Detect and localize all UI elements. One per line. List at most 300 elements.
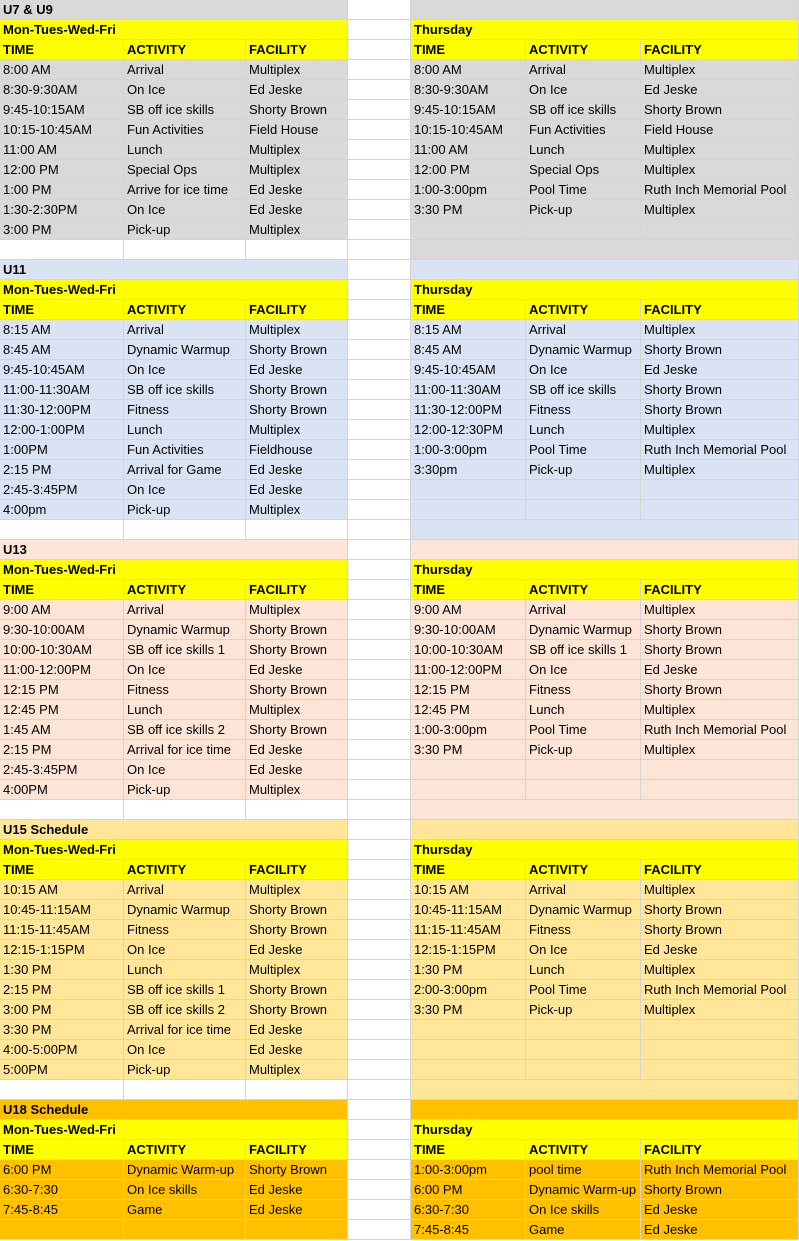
facility-cell[interactable]: Multiplex [246,600,348,620]
blank-cell[interactable] [411,520,799,540]
column-gap-cell[interactable] [348,1220,411,1240]
facility-cell[interactable]: Shorty Brown [246,340,348,360]
time-cell[interactable]: 9:00 AM [411,600,526,620]
column-gap-cell[interactable] [348,80,411,100]
facility-cell[interactable]: Multiplex [246,1060,348,1080]
column-gap-cell[interactable] [348,320,411,340]
header-facility[interactable]: FACILITY [246,860,348,880]
facility-cell[interactable]: Shorty Brown [246,380,348,400]
column-gap-cell[interactable] [348,220,411,240]
facility-cell[interactable]: Multiplex [246,880,348,900]
activity-cell[interactable]: Game [526,1220,641,1240]
activity-cell[interactable]: On Ice skills [124,1180,246,1200]
time-cell[interactable] [0,1220,124,1240]
activity-cell[interactable]: On Ice [124,1040,246,1060]
column-gap-cell[interactable] [348,160,411,180]
header-time[interactable]: TIME [411,580,526,600]
activity-cell[interactable]: On Ice [526,80,641,100]
facility-cell[interactable]: Field House [246,120,348,140]
column-gap-cell[interactable] [348,240,411,260]
column-gap-cell[interactable] [348,1160,411,1180]
time-cell[interactable]: 2:15 PM [0,980,124,1000]
time-cell[interactable]: 10:15 AM [0,880,124,900]
column-gap-cell[interactable] [348,120,411,140]
time-cell[interactable]: 12:00 PM [0,160,124,180]
activity-cell[interactable]: Dynamic Warmup [526,620,641,640]
time-cell[interactable]: 2:15 PM [0,460,124,480]
time-cell[interactable]: 11:00-12:00PM [411,660,526,680]
facility-cell[interactable]: Ruth Inch Memorial Pool [641,980,799,1000]
time-cell[interactable]: 10:00-10:30AM [0,640,124,660]
time-cell[interactable]: 1:00-3:00pm [411,1160,526,1180]
column-gap-cell[interactable] [348,1100,411,1120]
facility-cell[interactable]: Ed Jeske [246,1040,348,1060]
facility-cell[interactable]: Multiplex [641,740,799,760]
time-cell[interactable]: 9:45-10:15AM [411,100,526,120]
column-gap-cell[interactable] [348,1020,411,1040]
time-cell[interactable]: 8:45 AM [411,340,526,360]
facility-cell[interactable]: Multiplex [641,460,799,480]
facility-cell[interactable]: Ruth Inch Memorial Pool [641,180,799,200]
activity-cell[interactable]: Lunch [124,420,246,440]
facility-cell[interactable]: Multiplex [246,700,348,720]
facility-cell[interactable]: Shorty Brown [641,380,799,400]
activity-cell[interactable]: Pool Time [526,980,641,1000]
time-cell[interactable]: 12:15 PM [0,680,124,700]
column-gap-cell[interactable] [348,640,411,660]
column-gap-cell[interactable] [348,720,411,740]
facility-cell[interactable]: Multiplex [641,200,799,220]
header-facility[interactable]: FACILITY [641,1140,799,1160]
facility-cell[interactable] [641,1040,799,1060]
header-activity[interactable]: ACTIVITY [526,1140,641,1160]
activity-cell[interactable]: Pool Time [526,440,641,460]
activity-cell[interactable] [526,760,641,780]
facility-cell[interactable]: Multiplex [641,600,799,620]
activity-cell[interactable]: Fun Activities [526,120,641,140]
time-cell[interactable]: 3:30 PM [411,200,526,220]
time-cell[interactable]: 11:00-11:30AM [411,380,526,400]
activity-cell[interactable]: SB off ice skills 1 [124,640,246,660]
header-time[interactable]: TIME [0,860,124,880]
facility-cell[interactable]: Shorty Brown [641,1180,799,1200]
facility-cell[interactable]: Multiplex [641,140,799,160]
column-gap-cell[interactable] [348,660,411,680]
facility-cell[interactable]: Shorty Brown [246,400,348,420]
facility-cell[interactable]: Multiplex [246,780,348,800]
activity-cell[interactable]: Pick-up [124,1060,246,1080]
column-gap-cell[interactable] [348,400,411,420]
activity-cell[interactable]: Pick-up [124,500,246,520]
time-cell[interactable]: 3:30pm [411,460,526,480]
blank-cell[interactable] [246,240,348,260]
activity-cell[interactable]: Arrival [526,60,641,80]
time-cell[interactable]: 4:00-5:00PM [0,1040,124,1060]
time-cell[interactable] [411,1020,526,1040]
activity-cell[interactable]: Dynamic Warmup [526,340,641,360]
activity-cell[interactable]: Lunch [124,700,246,720]
header-activity[interactable]: ACTIVITY [124,580,246,600]
column-gap-cell[interactable] [348,200,411,220]
time-cell[interactable]: 11:30-12:00PM [411,400,526,420]
column-gap-cell[interactable] [348,1080,411,1100]
activity-cell[interactable]: On Ice [124,940,246,960]
column-gap-cell[interactable] [348,840,411,860]
activity-cell[interactable]: Arrival for ice time [124,1020,246,1040]
day-label-left[interactable]: Mon-Tues-Wed-Fri [0,20,348,40]
column-gap-cell[interactable] [348,440,411,460]
facility-cell[interactable]: Multiplex [246,960,348,980]
header-facility[interactable]: FACILITY [641,40,799,60]
time-cell[interactable]: 8:15 AM [0,320,124,340]
blank-cell[interactable] [0,240,124,260]
activity-cell[interactable]: Pick-up [526,1000,641,1020]
header-activity[interactable]: ACTIVITY [124,300,246,320]
facility-cell[interactable]: Ed Jeske [246,460,348,480]
header-time[interactable]: TIME [0,1140,124,1160]
column-gap-cell[interactable] [348,360,411,380]
time-cell[interactable]: 9:45-10:15AM [0,100,124,120]
section-title[interactable]: U15 Schedule [0,820,348,840]
facility-cell[interactable]: Ed Jeske [246,180,348,200]
time-cell[interactable]: 8:00 AM [0,60,124,80]
column-gap-cell[interactable] [348,900,411,920]
column-gap-cell[interactable] [348,180,411,200]
column-gap-cell[interactable] [348,280,411,300]
facility-cell[interactable]: Ruth Inch Memorial Pool [641,440,799,460]
facility-cell[interactable]: Shorty Brown [641,680,799,700]
column-gap-cell[interactable] [348,380,411,400]
time-cell[interactable] [411,1040,526,1060]
header-facility[interactable]: FACILITY [641,580,799,600]
activity-cell[interactable]: On Ice [526,660,641,680]
facility-cell[interactable]: Ed Jeske [246,740,348,760]
activity-cell[interactable]: On Ice [124,200,246,220]
time-cell[interactable]: 1:30-2:30PM [0,200,124,220]
column-gap-cell[interactable] [348,540,411,560]
header-facility[interactable]: FACILITY [246,1140,348,1160]
facility-cell[interactable]: Shorty Brown [246,920,348,940]
section-title[interactable]: U11 [0,260,348,280]
activity-cell[interactable] [526,780,641,800]
time-cell[interactable]: 6:30-7:30 [0,1180,124,1200]
column-gap-cell[interactable] [348,560,411,580]
activity-cell[interactable]: Fitness [124,920,246,940]
header-time[interactable]: TIME [411,1140,526,1160]
day-label-right[interactable]: Thursday [411,560,799,580]
time-cell[interactable]: 9:30-10:00AM [411,620,526,640]
time-cell[interactable] [411,480,526,500]
time-cell[interactable]: 4:00pm [0,500,124,520]
time-cell[interactable] [411,500,526,520]
facility-cell[interactable] [641,760,799,780]
facility-cell[interactable]: Multiplex [246,140,348,160]
activity-cell[interactable]: Arrival for ice time [124,740,246,760]
activity-cell[interactable]: Pick-up [124,780,246,800]
facility-cell[interactable] [641,1060,799,1080]
header-facility[interactable]: FACILITY [246,580,348,600]
facility-cell[interactable]: Multiplex [641,880,799,900]
column-gap-cell[interactable] [348,1180,411,1200]
time-cell[interactable]: 3:00 PM [0,220,124,240]
time-cell[interactable]: 11:30-12:00PM [0,400,124,420]
header-activity[interactable]: ACTIVITY [526,300,641,320]
activity-cell[interactable]: Arrive for ice time [124,180,246,200]
facility-cell[interactable] [641,480,799,500]
time-cell[interactable]: 11:15-11:45AM [411,920,526,940]
header-facility[interactable]: FACILITY [246,40,348,60]
facility-cell[interactable]: Multiplex [641,320,799,340]
time-cell[interactable]: 4:00PM [0,780,124,800]
time-cell[interactable]: 5:00PM [0,1060,124,1080]
column-gap-cell[interactable] [348,1200,411,1220]
activity-cell[interactable]: On Ice skills [526,1200,641,1220]
time-cell[interactable]: 12:45 PM [0,700,124,720]
activity-cell[interactable] [526,480,641,500]
facility-cell[interactable] [641,220,799,240]
activity-cell[interactable]: Dynamic Warm-up [124,1160,246,1180]
time-cell[interactable]: 12:00 PM [411,160,526,180]
column-gap-cell[interactable] [348,800,411,820]
header-activity[interactable]: ACTIVITY [526,860,641,880]
column-gap-cell[interactable] [348,960,411,980]
column-gap-cell[interactable] [348,40,411,60]
time-cell[interactable]: 9:00 AM [0,600,124,620]
facility-cell[interactable]: Multiplex [641,60,799,80]
time-cell[interactable]: 12:15 PM [411,680,526,700]
activity-cell[interactable]: Fitness [526,400,641,420]
activity-cell[interactable]: Fitness [526,680,641,700]
facility-cell[interactable]: Ed Jeske [641,80,799,100]
time-cell[interactable]: 11:00-11:30AM [0,380,124,400]
facility-cell[interactable]: Shorty Brown [246,980,348,1000]
header-activity[interactable]: ACTIVITY [526,40,641,60]
facility-cell[interactable]: Ed Jeske [641,940,799,960]
time-cell[interactable]: 6:00 PM [411,1180,526,1200]
facility-cell[interactable]: Multiplex [641,1000,799,1020]
facility-cell[interactable]: Multiplex [246,220,348,240]
section-title[interactable]: U7 & U9 [0,0,348,20]
facility-cell[interactable]: Multiplex [246,420,348,440]
column-gap-cell[interactable] [348,820,411,840]
activity-cell[interactable]: On Ice [124,80,246,100]
activity-cell[interactable]: On Ice [526,940,641,960]
column-gap-cell[interactable] [348,300,411,320]
column-gap-cell[interactable] [348,1000,411,1020]
column-gap-cell[interactable] [348,580,411,600]
facility-cell[interactable]: Shorty Brown [246,720,348,740]
time-cell[interactable]: 1:00 PM [0,180,124,200]
column-gap-cell[interactable] [348,680,411,700]
column-gap-cell[interactable] [348,520,411,540]
time-cell[interactable]: 1:00-3:00pm [411,720,526,740]
time-cell[interactable]: 2:00-3:00pm [411,980,526,1000]
time-cell[interactable]: 9:30-10:00AM [0,620,124,640]
time-cell[interactable]: 11:00 AM [0,140,124,160]
header-activity[interactable]: ACTIVITY [124,1140,246,1160]
activity-cell[interactable]: Lunch [526,420,641,440]
facility-cell[interactable]: Multiplex [641,160,799,180]
section-title[interactable]: U18 Schedule [0,1100,348,1120]
column-gap-cell[interactable] [348,780,411,800]
facility-cell[interactable]: Fieldhouse [246,440,348,460]
column-gap-cell[interactable] [348,1040,411,1060]
activity-cell[interactable]: Dynamic Warmup [124,900,246,920]
header-activity[interactable]: ACTIVITY [124,860,246,880]
time-cell[interactable]: 12:45 PM [411,700,526,720]
blank-cell[interactable] [411,800,799,820]
activity-cell[interactable]: Arrival [124,320,246,340]
facility-cell[interactable]: Ed Jeske [246,200,348,220]
facility-cell[interactable]: Multiplex [246,160,348,180]
time-cell[interactable] [411,1060,526,1080]
activity-cell[interactable]: Lunch [124,960,246,980]
blank-cell[interactable] [124,1080,246,1100]
facility-cell[interactable] [641,1020,799,1040]
column-gap-cell[interactable] [348,340,411,360]
facility-cell[interactable]: Ed Jeske [641,1200,799,1220]
column-gap-cell[interactable] [348,860,411,880]
activity-cell[interactable]: Fun Activities [124,120,246,140]
facility-cell[interactable] [641,500,799,520]
facility-cell[interactable] [246,1220,348,1240]
time-cell[interactable]: 12:00-12:30PM [411,420,526,440]
column-gap-cell[interactable] [348,1120,411,1140]
activity-cell[interactable]: SB off ice skills [526,100,641,120]
facility-cell[interactable]: Multiplex [641,420,799,440]
activity-cell[interactable]: Special Ops [526,160,641,180]
facility-cell[interactable]: Shorty Brown [641,640,799,660]
activity-cell[interactable]: Pick-up [124,220,246,240]
time-cell[interactable]: 2:45-3:45PM [0,480,124,500]
activity-cell[interactable]: SB off ice skills [526,380,641,400]
day-label-left[interactable]: Mon-Tues-Wed-Fri [0,840,348,860]
activity-cell[interactable]: SB off ice skills 1 [526,640,641,660]
activity-cell[interactable]: Arrival [526,320,641,340]
day-label-left[interactable]: Mon-Tues-Wed-Fri [0,280,348,300]
activity-cell[interactable]: Pick-up [526,200,641,220]
time-cell[interactable]: 9:45-10:45AM [0,360,124,380]
activity-cell[interactable]: Dynamic Warmup [124,340,246,360]
column-gap-cell[interactable] [348,760,411,780]
facility-cell[interactable]: Shorty Brown [641,400,799,420]
blank-cell[interactable] [246,520,348,540]
activity-cell[interactable] [526,1040,641,1060]
facility-cell[interactable]: Shorty Brown [641,900,799,920]
header-facility[interactable]: FACILITY [641,860,799,880]
time-cell[interactable]: 6:30-7:30 [411,1200,526,1220]
facility-cell[interactable]: Multiplex [246,60,348,80]
facility-cell[interactable]: Ed Jeske [246,360,348,380]
column-gap-cell[interactable] [348,260,411,280]
facility-cell[interactable]: Shorty Brown [246,680,348,700]
blank-cell[interactable] [246,800,348,820]
time-cell[interactable] [411,760,526,780]
time-cell[interactable]: 1:00-3:00pm [411,180,526,200]
activity-cell[interactable]: On Ice [124,660,246,680]
time-cell[interactable]: 9:45-10:45AM [411,360,526,380]
time-cell[interactable]: 8:45 AM [0,340,124,360]
time-cell[interactable]: 7:45-8:45 [411,1220,526,1240]
facility-cell[interactable]: Ed Jeske [246,760,348,780]
activity-cell[interactable]: Dynamic Warmup [526,900,641,920]
facility-cell[interactable]: Ed Jeske [246,80,348,100]
header-activity[interactable]: ACTIVITY [526,580,641,600]
column-gap-cell[interactable] [348,940,411,960]
time-cell[interactable] [411,220,526,240]
activity-cell[interactable]: Pool Time [526,720,641,740]
activity-cell[interactable]: On Ice [526,360,641,380]
time-cell[interactable]: 3:00 PM [0,1000,124,1020]
column-gap-cell[interactable] [348,420,411,440]
time-cell[interactable]: 6:00 PM [0,1160,124,1180]
column-gap-cell[interactable] [348,600,411,620]
activity-cell[interactable]: On Ice [124,360,246,380]
column-gap-cell[interactable] [348,480,411,500]
facility-cell[interactable]: Ed Jeske [641,1220,799,1240]
facility-cell[interactable]: Ed Jeske [246,940,348,960]
section-title-filler[interactable] [411,820,799,840]
column-gap-cell[interactable] [348,880,411,900]
time-cell[interactable]: 1:30 PM [411,960,526,980]
time-cell[interactable]: 10:45-11:15AM [411,900,526,920]
column-gap-cell[interactable] [348,1060,411,1080]
activity-cell[interactable]: Dynamic Warm-up [526,1180,641,1200]
activity-cell[interactable]: SB off ice skills 2 [124,720,246,740]
activity-cell[interactable]: Arrival [526,880,641,900]
time-cell[interactable]: 7:45-8:45 [0,1200,124,1220]
time-cell[interactable]: 11:15-11:45AM [0,920,124,940]
activity-cell[interactable] [526,1060,641,1080]
section-title-filler[interactable] [411,540,799,560]
activity-cell[interactable]: pool time [526,1160,641,1180]
activity-cell[interactable]: Fitness [124,680,246,700]
activity-cell[interactable]: Arrival [526,600,641,620]
day-label-right[interactable]: Thursday [411,1120,799,1140]
activity-cell[interactable]: Pick-up [526,460,641,480]
activity-cell[interactable]: Lunch [526,700,641,720]
facility-cell[interactable]: Multiplex [641,960,799,980]
activity-cell[interactable]: Special Ops [124,160,246,180]
section-title-filler[interactable] [411,1100,799,1120]
facility-cell[interactable]: Ed Jeske [246,660,348,680]
time-cell[interactable]: 2:45-3:45PM [0,760,124,780]
facility-cell[interactable]: Shorty Brown [641,340,799,360]
facility-cell[interactable] [641,780,799,800]
facility-cell[interactable]: Ed Jeske [246,1200,348,1220]
time-cell[interactable]: 8:30-9:30AM [411,80,526,100]
column-gap-cell[interactable] [348,740,411,760]
time-cell[interactable]: 11:00 AM [411,140,526,160]
time-cell[interactable]: 1:00PM [0,440,124,460]
day-label-left[interactable]: Mon-Tues-Wed-Fri [0,560,348,580]
facility-cell[interactable]: Field House [641,120,799,140]
header-time[interactable]: TIME [411,300,526,320]
activity-cell[interactable]: Fun Activities [124,440,246,460]
activity-cell[interactable]: Game [124,1200,246,1220]
facility-cell[interactable]: Multiplex [246,320,348,340]
activity-cell[interactable] [124,1220,246,1240]
facility-cell[interactable]: Multiplex [246,500,348,520]
activity-cell[interactable]: On Ice [124,480,246,500]
time-cell[interactable]: 10:45-11:15AM [0,900,124,920]
time-cell[interactable]: 3:30 PM [411,1000,526,1020]
activity-cell[interactable]: Arrival [124,60,246,80]
activity-cell[interactable]: SB off ice skills [124,380,246,400]
activity-cell[interactable]: Arrival [124,880,246,900]
header-time[interactable]: TIME [411,860,526,880]
time-cell[interactable]: 3:30 PM [0,1020,124,1040]
